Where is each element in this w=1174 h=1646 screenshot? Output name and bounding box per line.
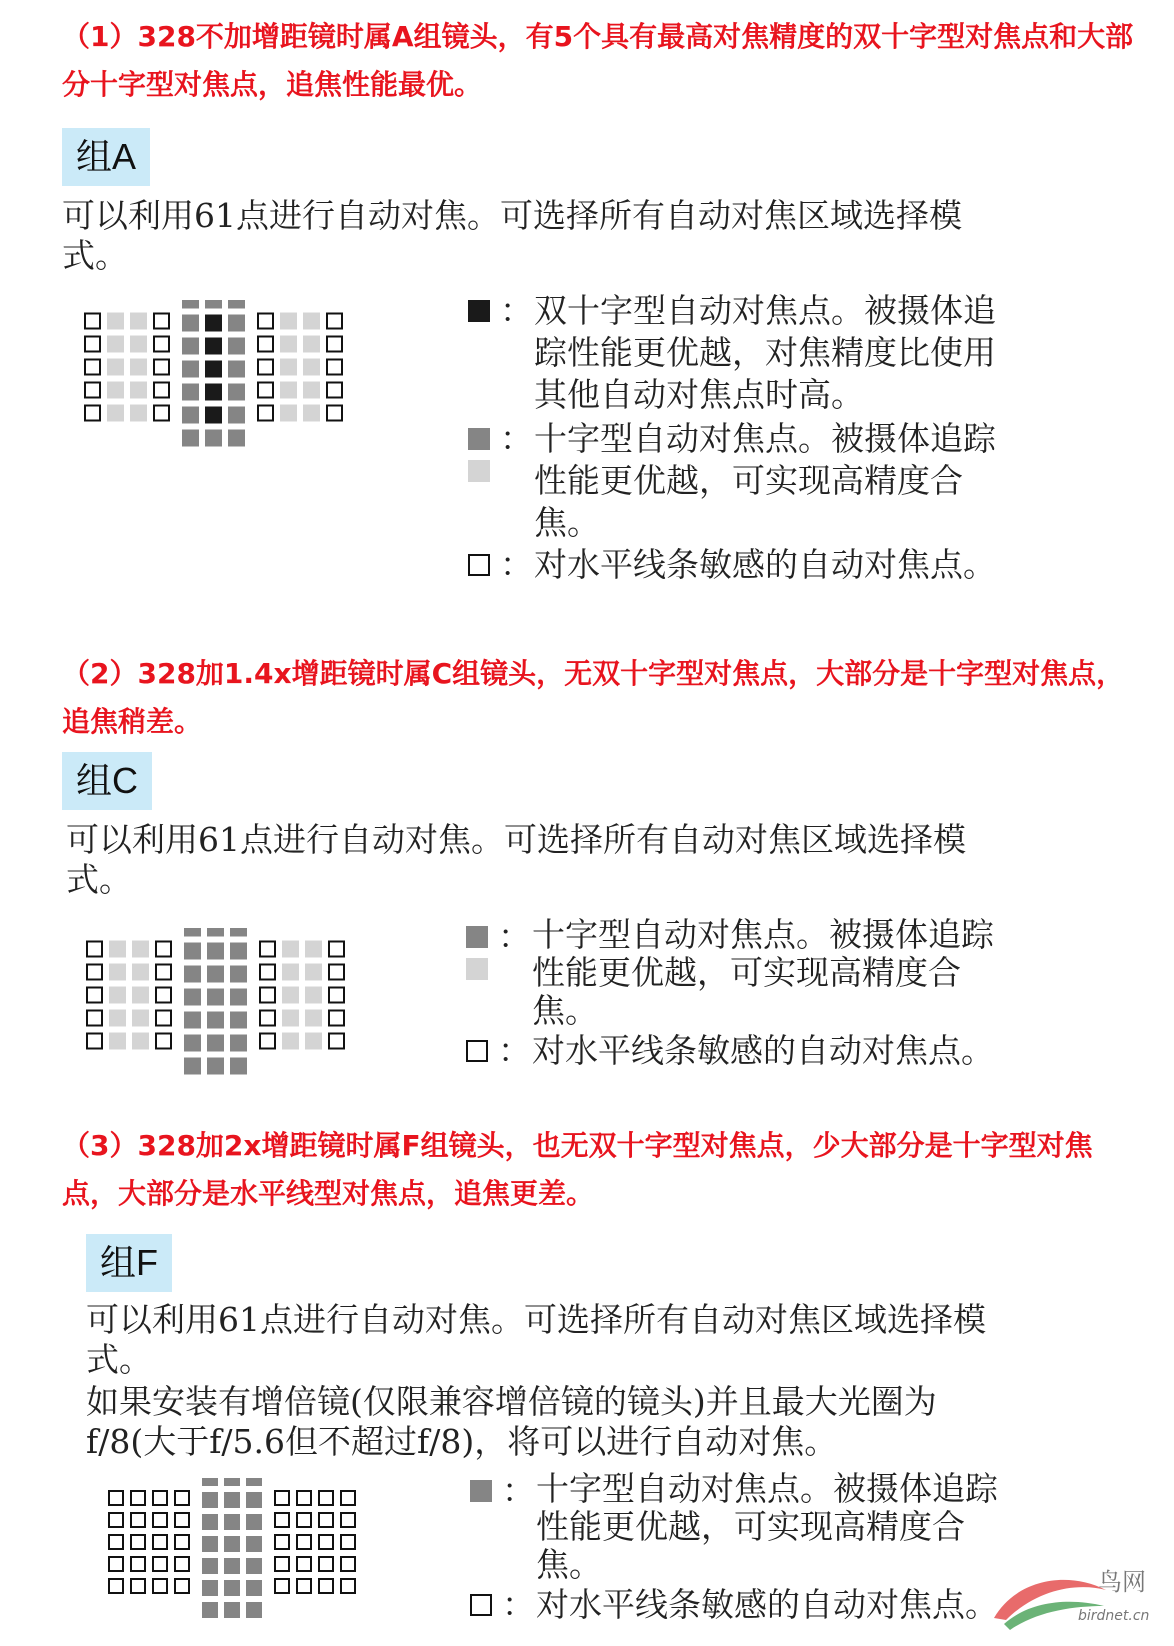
- af-point-left: [107, 382, 124, 399]
- af-point-center: [207, 1035, 224, 1052]
- birdnet-watermark-logo: [986, 1560, 1166, 1638]
- af-point-center: [182, 300, 199, 309]
- af-point-center: [224, 1580, 240, 1596]
- af-point-right: [327, 360, 342, 375]
- af-point-right: [305, 964, 322, 981]
- legend-f-horizontal-symbol: ：: [470, 1584, 536, 1626]
- af-point-center: [184, 943, 201, 960]
- group-f-description: 可以利用61点进行自动对焦。可选择所有自动对焦区域选择模式。: [86, 1300, 986, 1379]
- af-point-center: [224, 1558, 240, 1574]
- af-point-right: [282, 941, 299, 958]
- af-point-center: [230, 966, 247, 983]
- af-point-center: [182, 407, 199, 424]
- af-point-center: [224, 1602, 240, 1618]
- af-point-right: [280, 405, 297, 422]
- af-point-center: [207, 1012, 224, 1029]
- af-point-left: [153, 1579, 167, 1593]
- legend-c-cross-text: 十字型自动对焦点。被摄体追踪性能更优越，可实现高精度合焦。: [532, 915, 994, 1030]
- af-point-left: [107, 336, 124, 353]
- af-point-right: [260, 965, 275, 980]
- hollow-square-icon: [470, 1594, 492, 1616]
- af-point-right: [258, 314, 273, 329]
- af-point-center: [230, 928, 247, 937]
- group-c-label: 组C: [62, 752, 152, 810]
- af-point-center: [246, 1580, 262, 1596]
- af-point-left: [175, 1579, 189, 1593]
- black-square-icon: [468, 300, 490, 322]
- af-point-right: [305, 987, 322, 1004]
- af-point-right: [319, 1579, 333, 1593]
- af-point-right: [258, 383, 273, 398]
- af-point-left: [85, 360, 100, 375]
- af-point-right: [282, 987, 299, 1004]
- group-f-af-point-diagram: [108, 1478, 398, 1624]
- af-point-right: [329, 1011, 344, 1026]
- af-point-center: [207, 928, 224, 937]
- af-point-right: [341, 1579, 355, 1593]
- af-point-left: [132, 1010, 149, 1027]
- af-point-center: [230, 943, 247, 960]
- legend-c-horizontal-symbol: ：: [466, 1030, 532, 1072]
- af-point-right: [297, 1491, 311, 1505]
- af-point-center: [202, 1478, 218, 1486]
- af-point-left: [107, 313, 124, 330]
- af-point-center: [230, 989, 247, 1006]
- af-point-center: [202, 1514, 218, 1530]
- af-point-left: [132, 941, 149, 958]
- group-c-legend: [466, 916, 1002, 1072]
- group-f-description-2: 如果安装有增倍镜(仅限兼容增倍镜的镜头)并且最大光圈为f/8(大于f/5.6但不超过f/8)，将可以进行自动对焦。: [86, 1382, 937, 1461]
- af-point-center: [224, 1478, 240, 1486]
- af-point-right: [282, 964, 299, 981]
- af-point-right: [297, 1535, 311, 1549]
- af-point-left: [154, 383, 169, 398]
- af-point-center: [228, 361, 245, 378]
- af-point-center: [205, 300, 222, 309]
- af-point-left: [175, 1557, 189, 1571]
- af-point-right: [297, 1513, 311, 1527]
- af-point-right: [319, 1557, 333, 1571]
- af-point-left: [107, 405, 124, 422]
- af-point-center: [246, 1536, 262, 1552]
- af-point-left: [132, 987, 149, 1004]
- dark-gray-square-icon: [466, 926, 488, 948]
- af-point-center: [205, 384, 222, 401]
- af-point-center: [230, 1035, 247, 1052]
- legend-a-horizontal-text: 对水平线条敏感的自动对焦点。: [534, 545, 996, 584]
- af-point-right: [282, 1010, 299, 1027]
- af-point-center: [246, 1558, 262, 1574]
- af-point-right: [280, 382, 297, 399]
- af-point-right: [303, 313, 320, 330]
- af-point-center: [182, 384, 199, 401]
- af-point-center: [184, 1012, 201, 1029]
- af-point-right: [297, 1579, 311, 1593]
- af-point-left: [131, 1491, 145, 1505]
- af-point-left: [154, 406, 169, 421]
- af-point-left: [153, 1513, 167, 1527]
- af-point-left: [132, 1033, 149, 1050]
- group-f-legend: [470, 1470, 1006, 1626]
- af-point-center: [202, 1536, 218, 1552]
- af-point-left: [153, 1491, 167, 1505]
- af-point-right: [329, 1034, 344, 1049]
- af-point-right: [329, 942, 344, 957]
- af-point-left: [109, 1579, 123, 1593]
- light-gray-square-icon: [466, 958, 488, 980]
- hollow-square-icon: [466, 1040, 488, 1062]
- af-point-left: [87, 965, 102, 980]
- af-point-right: [280, 359, 297, 376]
- legend-c-cross-symbol: ：: [466, 916, 532, 958]
- af-point-left: [154, 314, 169, 329]
- af-point-center: [224, 1536, 240, 1552]
- hollow-square-icon: [468, 554, 490, 576]
- af-point-center: [224, 1514, 240, 1530]
- af-point-center: [246, 1514, 262, 1530]
- af-point-left: [131, 1579, 145, 1593]
- af-point-center: [202, 1558, 218, 1574]
- dark-gray-square-icon: [468, 428, 490, 450]
- af-point-right: [297, 1557, 311, 1571]
- af-point-left: [109, 1535, 123, 1549]
- af-point-right: [260, 942, 275, 957]
- af-point-right: [327, 337, 342, 352]
- af-point-left: [109, 1513, 123, 1527]
- af-point-center: [205, 407, 222, 424]
- af-point-center: [228, 430, 245, 447]
- legend-c-horizontal-text: 对水平线条敏感的自动对焦点。: [532, 1031, 994, 1070]
- af-point-left: [154, 360, 169, 375]
- af-point-right: [305, 1033, 322, 1050]
- af-point-right: [327, 406, 342, 421]
- af-point-right: [280, 313, 297, 330]
- group-a-description: 可以利用61点进行自动对焦。可选择所有自动对焦区域选择模式。: [62, 196, 962, 275]
- af-point-right: [275, 1579, 289, 1593]
- af-point-right: [260, 1011, 275, 1026]
- af-point-left: [85, 314, 100, 329]
- group-a-legend: [468, 290, 1004, 586]
- af-point-right: [280, 336, 297, 353]
- af-point-center: [182, 430, 199, 447]
- af-point-center: [224, 1492, 240, 1508]
- af-point-left: [156, 1011, 171, 1026]
- af-point-center: [205, 338, 222, 355]
- section-3-heading: （3）328加2x增距镜时属F组镜头，也无双十字型对焦点，少大部分是十字型对焦点，大部分是水平线型对焦点，追焦更差。: [62, 1129, 1093, 1210]
- af-point-left: [107, 359, 124, 376]
- af-point-left: [153, 1557, 167, 1571]
- af-point-center: [202, 1580, 218, 1596]
- af-point-left: [85, 337, 100, 352]
- af-point-left: [131, 1513, 145, 1527]
- light-gray-square-icon: [468, 460, 490, 482]
- af-point-center: [228, 315, 245, 332]
- group-c-af-point-diagram: [86, 928, 406, 1078]
- af-point-left: [175, 1513, 189, 1527]
- af-point-center: [182, 315, 199, 332]
- af-point-center: [182, 361, 199, 378]
- af-point-center: [207, 1058, 224, 1075]
- af-point-left: [109, 1010, 126, 1027]
- af-point-left: [131, 1535, 145, 1549]
- af-point-center: [230, 1058, 247, 1075]
- af-point-right: [282, 1033, 299, 1050]
- af-point-right: [341, 1535, 355, 1549]
- af-point-left: [87, 942, 102, 957]
- af-point-right: [258, 360, 273, 375]
- af-point-center: [184, 1035, 201, 1052]
- af-point-center: [246, 1492, 262, 1508]
- af-point-right: [329, 965, 344, 980]
- af-point-right: [319, 1491, 333, 1505]
- legend-a-cross-symbol: ：: [468, 418, 534, 460]
- af-point-center: [202, 1492, 218, 1508]
- af-point-center: [246, 1478, 262, 1486]
- af-point-left: [175, 1535, 189, 1549]
- af-point-left: [109, 987, 126, 1004]
- group-a-af-point-diagram: [84, 300, 404, 450]
- legend-f-cross-text: 十字型自动对焦点。被摄体追踪性能更优越，可实现高精度合焦。: [536, 1469, 998, 1584]
- watermark-url: birdnet.cn: [1078, 1608, 1150, 1624]
- group-f-label: 组F: [86, 1234, 172, 1292]
- legend-f-horizontal-text: 对水平线条敏感的自动对焦点。: [536, 1585, 998, 1624]
- af-point-center: [184, 989, 201, 1006]
- watermark-brand: 鸟网: [1098, 1568, 1146, 1596]
- af-point-left: [156, 965, 171, 980]
- af-point-center: [184, 1058, 201, 1075]
- af-point-right: [303, 382, 320, 399]
- section-2-heading: （2）328加1.4x增距镜时属C组镜头，无双十字型对焦点，大部分是十字型对焦点，追焦稍差。: [62, 657, 1125, 738]
- af-point-right: [327, 383, 342, 398]
- af-point-right: [258, 337, 273, 352]
- af-point-center: [207, 966, 224, 983]
- af-point-center: [182, 338, 199, 355]
- af-point-left: [130, 382, 147, 399]
- af-point-right: [260, 1034, 275, 1049]
- af-point-center: [228, 300, 245, 309]
- af-point-left: [156, 988, 171, 1003]
- af-point-left: [130, 405, 147, 422]
- af-point-right: [329, 988, 344, 1003]
- af-point-right: [275, 1557, 289, 1571]
- af-point-left: [132, 964, 149, 981]
- af-point-right: [275, 1535, 289, 1549]
- af-point-right: [341, 1491, 355, 1505]
- af-point-center: [207, 989, 224, 1006]
- legend-a-double-cross-text: 双十字型自动对焦点。被摄体追踪性能更优越，对焦精度比使用其他自动对焦点时高。: [534, 291, 996, 414]
- af-point-left: [153, 1535, 167, 1549]
- af-point-center: [184, 928, 201, 937]
- af-point-right: [305, 1010, 322, 1027]
- af-point-left: [109, 964, 126, 981]
- af-point-right: [275, 1491, 289, 1505]
- af-point-left: [130, 359, 147, 376]
- af-point-left: [109, 1033, 126, 1050]
- af-point-right: [260, 988, 275, 1003]
- af-point-left: [130, 336, 147, 353]
- af-point-center: [207, 943, 224, 960]
- af-point-right: [319, 1535, 333, 1549]
- af-point-left: [130, 313, 147, 330]
- af-point-left: [109, 941, 126, 958]
- af-point-center: [246, 1602, 262, 1618]
- group-a-label: 组A: [62, 128, 150, 186]
- af-point-center: [230, 1012, 247, 1029]
- af-point-center: [205, 430, 222, 447]
- af-point-left: [87, 988, 102, 1003]
- af-point-right: [275, 1513, 289, 1527]
- af-point-right: [258, 406, 273, 421]
- af-point-left: [131, 1557, 145, 1571]
- af-point-center: [228, 407, 245, 424]
- af-point-left: [156, 942, 171, 957]
- af-point-left: [109, 1557, 123, 1571]
- af-point-center: [184, 966, 201, 983]
- af-point-left: [175, 1491, 189, 1505]
- af-point-left: [85, 383, 100, 398]
- af-point-left: [85, 406, 100, 421]
- legend-a-horizontal-symbol: ：: [468, 544, 534, 586]
- af-point-right: [305, 941, 322, 958]
- af-point-right: [327, 314, 342, 329]
- af-point-left: [154, 337, 169, 352]
- af-point-left: [109, 1491, 123, 1505]
- af-point-left: [87, 1034, 102, 1049]
- legend-f-cross-symbol: ：: [470, 1470, 536, 1512]
- group-c-description: 可以利用61点进行自动对焦。可选择所有自动对焦区域选择模式。: [66, 820, 966, 899]
- af-point-right: [341, 1557, 355, 1571]
- af-point-center: [228, 384, 245, 401]
- af-point-center: [202, 1602, 218, 1618]
- section-1-heading: （1）328不加增距镜时属A组镜头，有5个具有最高对焦精度的双十字型对焦点和大部分十字型对焦点，追焦性能最优。: [62, 20, 1134, 101]
- af-point-left: [87, 1011, 102, 1026]
- legend-a-double-cross-symbol: ：: [468, 290, 534, 332]
- dark-gray-square-icon: [470, 1480, 492, 1502]
- af-point-right: [303, 405, 320, 422]
- af-point-right: [303, 336, 320, 353]
- af-point-center: [205, 361, 222, 378]
- af-point-right: [319, 1513, 333, 1527]
- af-point-center: [205, 315, 222, 332]
- af-point-left: [156, 1034, 171, 1049]
- af-point-right: [341, 1513, 355, 1527]
- af-point-center: [228, 338, 245, 355]
- af-point-right: [303, 359, 320, 376]
- legend-a-cross-text: 十字型自动对焦点。被摄体追踪性能更优越，可实现高精度合焦。: [534, 419, 996, 542]
